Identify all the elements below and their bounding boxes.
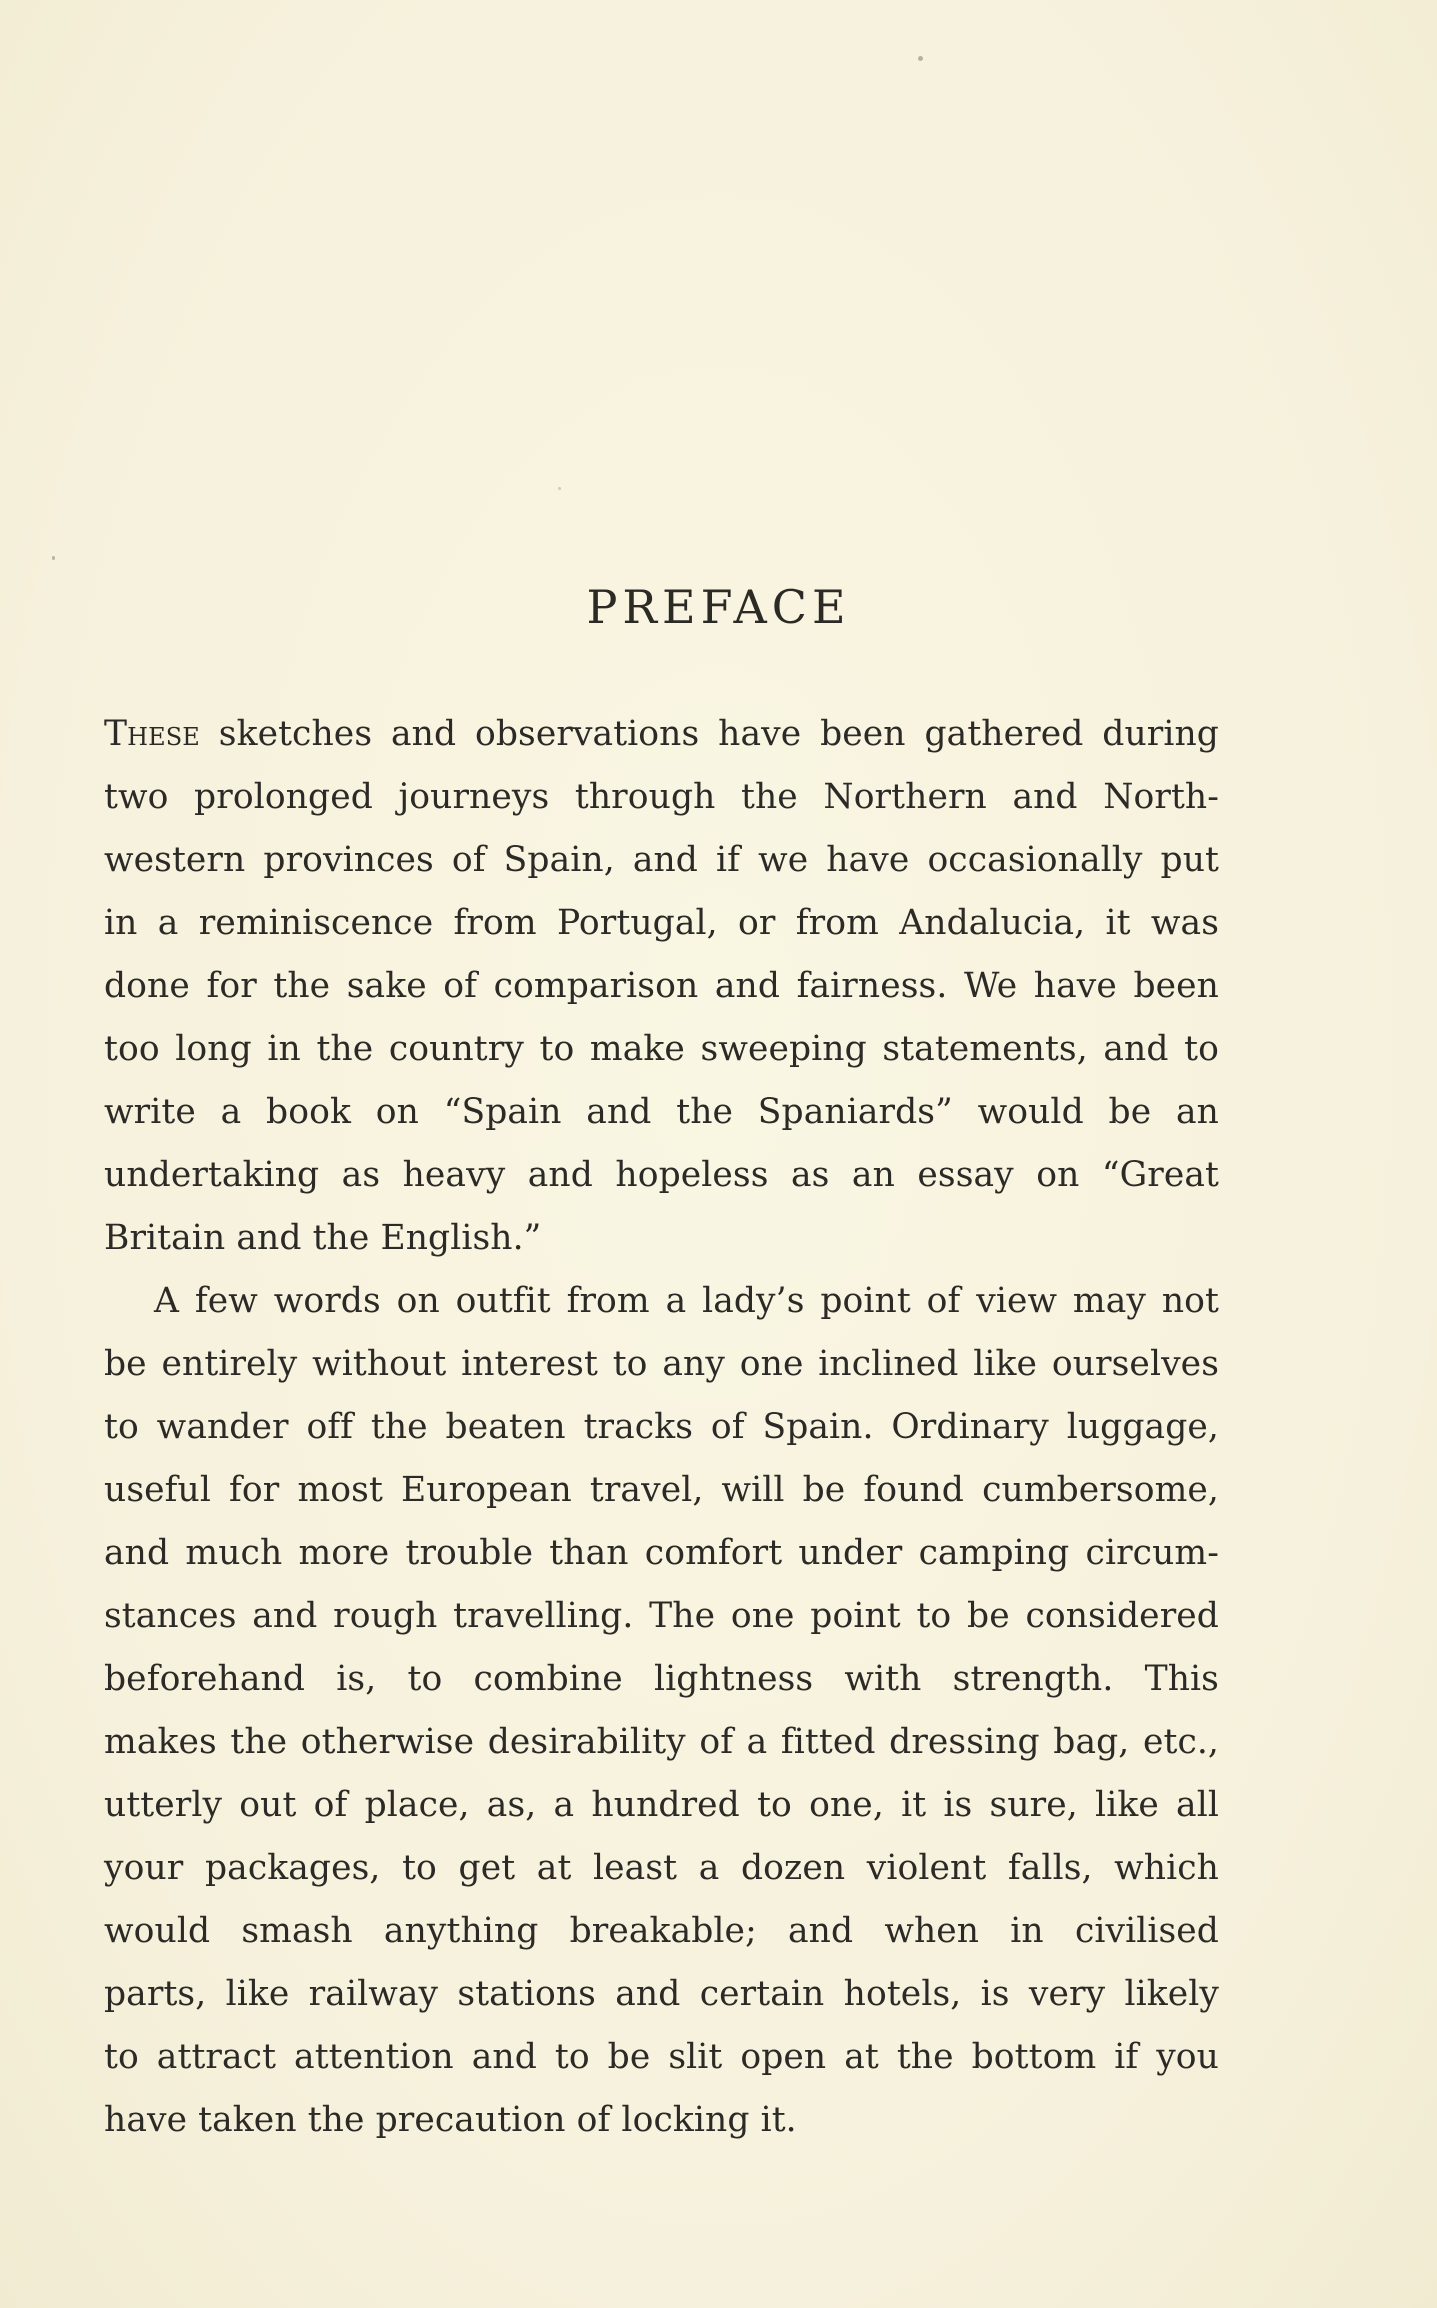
- text-line: makes the otherwise desirability of a fitted dressing bag, etc.,: [104, 1722, 1219, 1762]
- text-line: undertaking as heavy and hopeless as an essay on “Great: [104, 1155, 1219, 1195]
- text-line: A few words on outfit from a lady’s point of view may not: [154, 1281, 1219, 1321]
- text-line: two prolonged journeys through the Northern and North-: [104, 777, 1219, 817]
- text-line: and much more trouble than comfort under camping circum-: [104, 1533, 1219, 1573]
- paper-speck: [918, 56, 923, 61]
- text-line: write a book on “Spain and the Spaniards” would be an: [104, 1092, 1219, 1132]
- text-line: would smash anything breakable; and when in civilised: [104, 1911, 1219, 1951]
- preface-body: [104, 703, 1219, 2152]
- text-line: western provinces of Spain, and if we have occasionally put: [104, 840, 1219, 880]
- text-line: [104, 703, 1219, 766]
- paragraph-2: [104, 1270, 1219, 2152]
- text-line: beforehand is, to combine lightness with strength. This: [104, 1659, 1219, 1699]
- text-line: in a reminiscence from Portugal, or from Andalucia, it was: [104, 903, 1219, 943]
- text-line: too long in the country to make sweeping statements, and to: [104, 1029, 1219, 1069]
- text-line: to attract attention and to be slit open at the bottom if you: [104, 2037, 1219, 2077]
- text-line: Britain and the English.”: [104, 1218, 542, 1258]
- text-line: be entirely without interest to any one inclined like ourselves: [104, 1344, 1219, 1384]
- text-line: parts, like railway stations and certain hotels, is very likely: [104, 1974, 1219, 2014]
- text-line: utterly out of place, as, a hundred to one, it is sure, like all: [104, 1785, 1219, 1825]
- text-line: done for the sake of comparison and fairness. We have been: [104, 966, 1219, 1006]
- paragraph-1: [104, 703, 1219, 1270]
- paper-speck: [52, 556, 55, 560]
- opening-word: These: [104, 714, 200, 754]
- text-line: useful for most European travel, will be found cumbersome,: [104, 1470, 1219, 1510]
- text-line: stances and rough travelling. The one point to be considered: [104, 1596, 1219, 1636]
- text-line: to wander off the beaten tracks of Spain. Ordinary luggage,: [104, 1407, 1219, 1447]
- paper-speck: [558, 487, 561, 490]
- text-line: have taken the precaution of locking it.: [104, 2100, 797, 2140]
- text-line-rest: sketches and observations have been gathered during: [199, 714, 1219, 754]
- page-title: PREFACE: [586, 580, 851, 634]
- text-line: your packages, to get at least a dozen violent falls, which: [104, 1848, 1219, 1888]
